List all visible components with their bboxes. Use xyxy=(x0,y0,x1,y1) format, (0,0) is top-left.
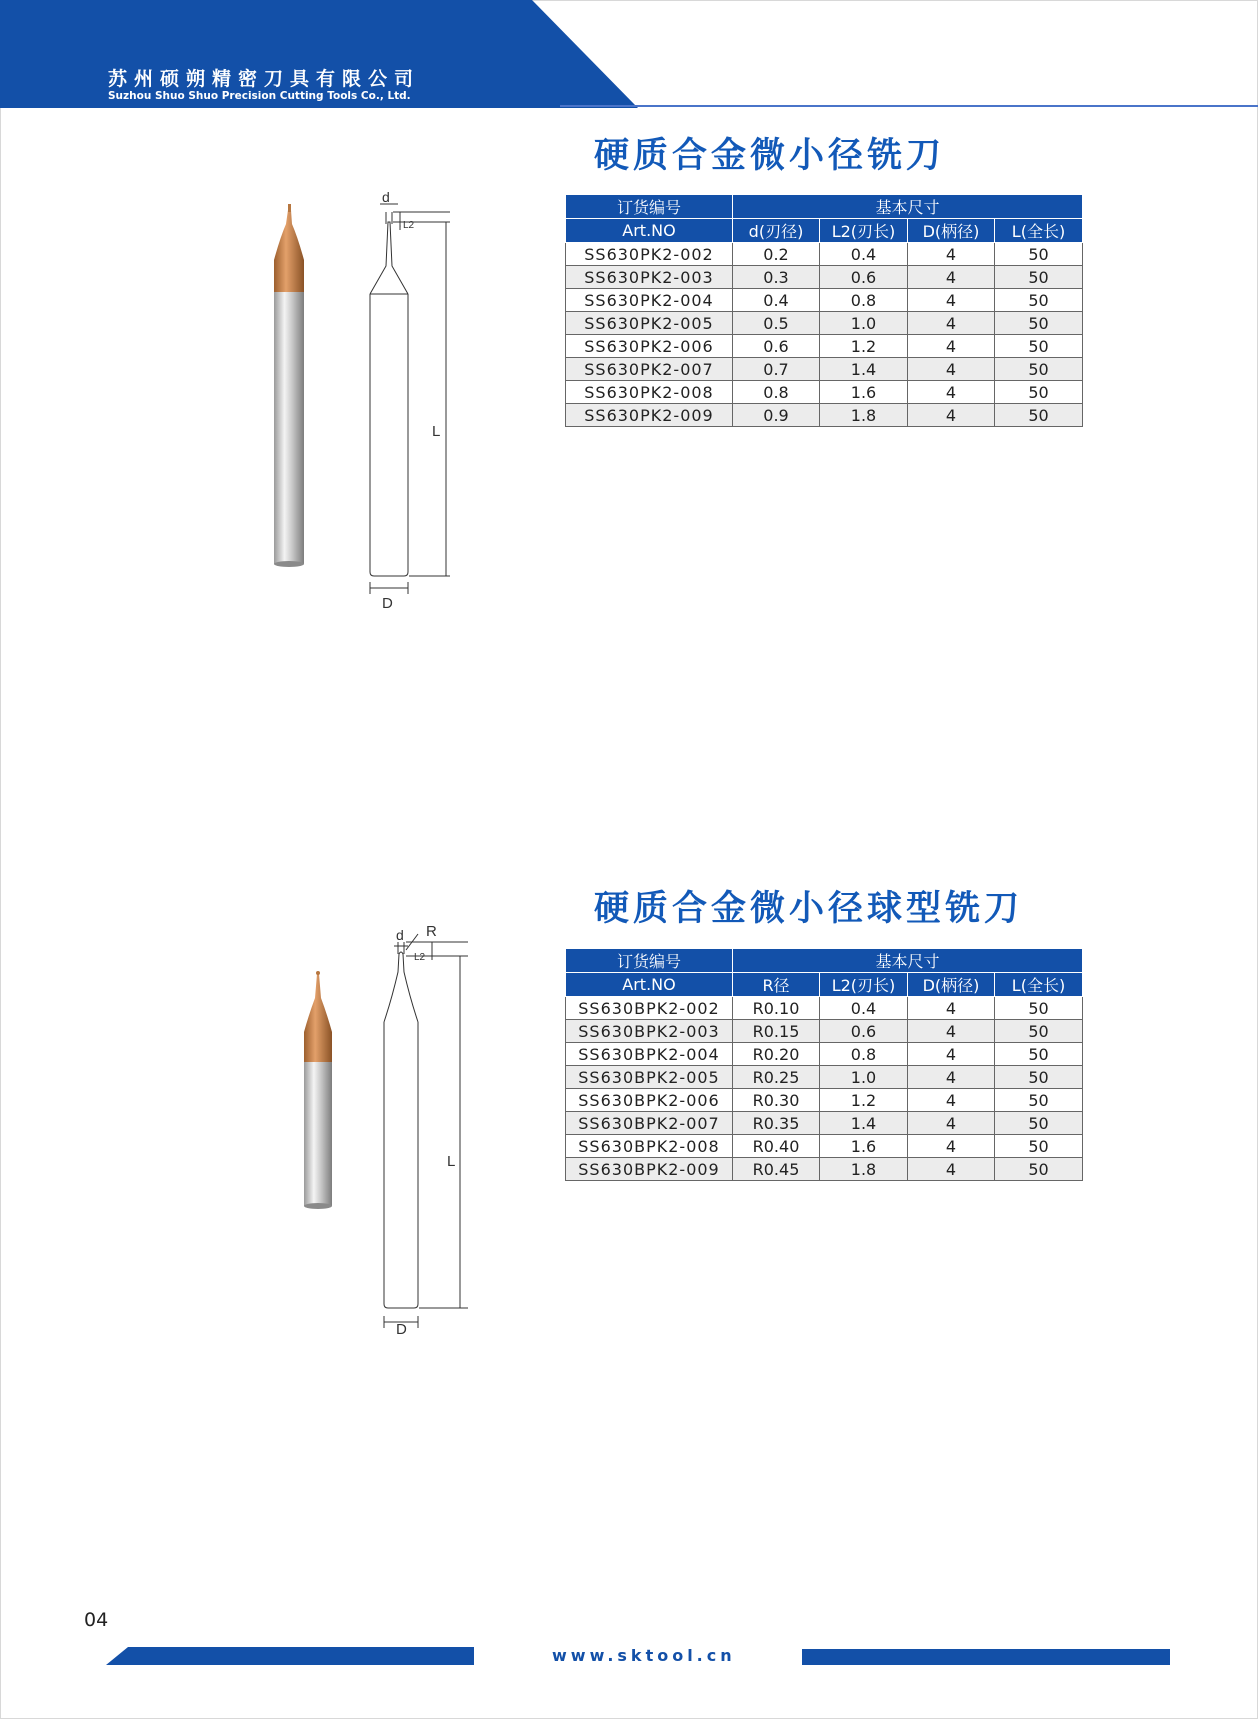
art-no-cell: SS630PK2-008 xyxy=(566,381,733,404)
cell: 4 xyxy=(908,358,995,381)
table-row xyxy=(566,404,1083,427)
cell: R0.25 xyxy=(733,1066,820,1089)
table-row xyxy=(566,1043,1083,1066)
cell: R0.35 xyxy=(733,1112,820,1135)
cell: 4 xyxy=(908,1066,995,1089)
table-row xyxy=(566,1135,1083,1158)
table-row xyxy=(566,997,1083,1020)
tool-line-drawing xyxy=(384,934,468,1328)
art-no-cell: SS630PK2-009 xyxy=(566,404,733,427)
table-row xyxy=(566,312,1083,335)
col-header: L2(刃长) xyxy=(820,973,908,997)
cell: 50 xyxy=(995,404,1083,427)
col-header: d(刃径) xyxy=(733,219,820,243)
artno-header-cn: 订货编号 xyxy=(566,195,733,219)
cell: 50 xyxy=(995,1158,1083,1181)
art-no-cell: SS630BPK2-002 xyxy=(566,997,733,1020)
label-l2: L2 xyxy=(414,952,426,963)
footer-bar-left xyxy=(106,1647,476,1667)
cell: 0.7 xyxy=(733,358,820,381)
cell: 1.0 xyxy=(820,1066,908,1089)
artno-header-cn: 订货编号 xyxy=(566,949,733,973)
cell: 50 xyxy=(995,1135,1083,1158)
cell: R0.40 xyxy=(733,1135,820,1158)
table-row xyxy=(566,1020,1083,1043)
flat-end-mill-illustration xyxy=(260,190,470,620)
art-no-cell: SS630PK2-005 xyxy=(566,312,733,335)
table-row xyxy=(566,266,1083,289)
label-l2: L2 xyxy=(403,220,415,231)
tool-photo xyxy=(304,971,332,1209)
col-header: L(全长) xyxy=(995,219,1083,243)
table-row xyxy=(566,243,1083,266)
cell: 0.5 xyxy=(733,312,820,335)
label-shank-d: D xyxy=(396,1321,407,1338)
cell: 4 xyxy=(908,335,995,358)
cell: 0.2 xyxy=(733,243,820,266)
cell: 0.8 xyxy=(733,381,820,404)
label-shank-d: D xyxy=(382,595,393,612)
cell: 1.4 xyxy=(820,358,908,381)
cell: 4 xyxy=(908,1112,995,1135)
art-no-cell: SS630BPK2-003 xyxy=(566,1020,733,1043)
cell: R0.15 xyxy=(733,1020,820,1043)
cell: 50 xyxy=(995,1043,1083,1066)
col-header: L2(刃长) xyxy=(820,219,908,243)
cell: 50 xyxy=(995,997,1083,1020)
cell: 4 xyxy=(908,289,995,312)
cell: 4 xyxy=(908,1158,995,1181)
cell: 4 xyxy=(908,404,995,427)
cell: 50 xyxy=(995,381,1083,404)
cell: 0.6 xyxy=(820,266,908,289)
cell: 4 xyxy=(908,381,995,404)
col-header: L(全长) xyxy=(995,973,1083,997)
header-rule xyxy=(560,105,1258,107)
cell: 4 xyxy=(908,1135,995,1158)
company-name-en: Suzhou Shuo Shuo Precision Cutting Tools Co., Ltd. xyxy=(108,90,411,102)
cell: 50 xyxy=(995,312,1083,335)
cell: 1.0 xyxy=(820,312,908,335)
table-row xyxy=(566,1158,1083,1181)
section2-title: 硬质合金微小径球型铣刀 xyxy=(594,889,1024,929)
cell: 4 xyxy=(908,266,995,289)
basic-size-header: 基本尺寸 xyxy=(733,949,1083,973)
tool-line-drawing xyxy=(370,204,450,594)
cell: 1.8 xyxy=(820,1158,908,1181)
cell: 1.8 xyxy=(820,404,908,427)
cell: 50 xyxy=(995,289,1083,312)
col-header: D(柄径) xyxy=(908,219,995,243)
cell: 0.6 xyxy=(820,1020,908,1043)
cell: 4 xyxy=(908,243,995,266)
art-no-cell: SS630PK2-004 xyxy=(566,289,733,312)
website-url[interactable]: www.sktool.cn xyxy=(552,1646,736,1665)
art-no-cell: SS630PK2-002 xyxy=(566,243,733,266)
table-row xyxy=(566,289,1083,312)
label-l: L xyxy=(432,423,441,440)
cell: R0.30 xyxy=(733,1089,820,1112)
art-no-cell: SS630BPK2-004 xyxy=(566,1043,733,1066)
cell: R0.20 xyxy=(733,1043,820,1066)
basic-size-header: 基本尺寸 xyxy=(733,195,1083,219)
label-l: L xyxy=(447,1153,456,1170)
cell: 1.6 xyxy=(820,1135,908,1158)
cell: 0.8 xyxy=(820,1043,908,1066)
art-no-cell: SS630PK2-003 xyxy=(566,266,733,289)
artno-header-en: Art.NO xyxy=(566,219,733,243)
label-r: R xyxy=(426,923,437,940)
page-number: 04 xyxy=(84,1609,109,1631)
cell: 50 xyxy=(995,335,1083,358)
cell: 50 xyxy=(995,1089,1083,1112)
company-name-cn: 苏州硕朔精密刀具有限公司 xyxy=(108,68,421,90)
cell: R0.10 xyxy=(733,997,820,1020)
cell: 1.6 xyxy=(820,381,908,404)
cell: 4 xyxy=(908,1043,995,1066)
table-row xyxy=(566,381,1083,404)
footer-bar-right xyxy=(802,1649,1170,1665)
cell: 50 xyxy=(995,266,1083,289)
cell: 1.4 xyxy=(820,1112,908,1135)
section1-title: 硬质合金微小径铣刀 xyxy=(594,136,946,176)
tool-photo xyxy=(274,204,304,567)
col-header: D(柄径) xyxy=(908,973,995,997)
cell: 0.9 xyxy=(733,404,820,427)
art-no-cell: SS630BPK2-006 xyxy=(566,1089,733,1112)
col-header: R径 xyxy=(733,973,820,997)
label-d: d xyxy=(396,927,404,943)
art-no-cell: SS630PK2-006 xyxy=(566,335,733,358)
art-no-cell: SS630BPK2-005 xyxy=(566,1066,733,1089)
table-row xyxy=(566,1112,1083,1135)
cell: 0.6 xyxy=(733,335,820,358)
cell: 50 xyxy=(995,1020,1083,1043)
cell: 1.2 xyxy=(820,1089,908,1112)
table-row xyxy=(566,1066,1083,1089)
cell: 0.4 xyxy=(820,997,908,1020)
cell: 50 xyxy=(995,1112,1083,1135)
label-d: d xyxy=(382,190,390,205)
cell: 4 xyxy=(908,997,995,1020)
cell: 4 xyxy=(908,1020,995,1043)
section1-spec-table xyxy=(565,194,1083,427)
table-row xyxy=(566,1089,1083,1112)
cell: 50 xyxy=(995,243,1083,266)
cell: 0.4 xyxy=(820,243,908,266)
section2-spec-table xyxy=(565,948,1083,1181)
cell: 0.4 xyxy=(733,289,820,312)
table-row xyxy=(566,335,1083,358)
art-no-cell: SS630PK2-007 xyxy=(566,358,733,381)
artno-header-en: Art.NO xyxy=(566,973,733,997)
cell: 50 xyxy=(995,1066,1083,1089)
art-no-cell: SS630BPK2-007 xyxy=(566,1112,733,1135)
cell: R0.45 xyxy=(733,1158,820,1181)
table-row xyxy=(566,358,1083,381)
cell: 1.2 xyxy=(820,335,908,358)
art-no-cell: SS630BPK2-009 xyxy=(566,1158,733,1181)
cell: 50 xyxy=(995,358,1083,381)
cell: 0.8 xyxy=(820,289,908,312)
art-no-cell: SS630BPK2-008 xyxy=(566,1135,733,1158)
cell: 4 xyxy=(908,312,995,335)
ball-end-mill-illustration xyxy=(290,920,490,1340)
cell: 0.3 xyxy=(733,266,820,289)
cell: 4 xyxy=(908,1089,995,1112)
